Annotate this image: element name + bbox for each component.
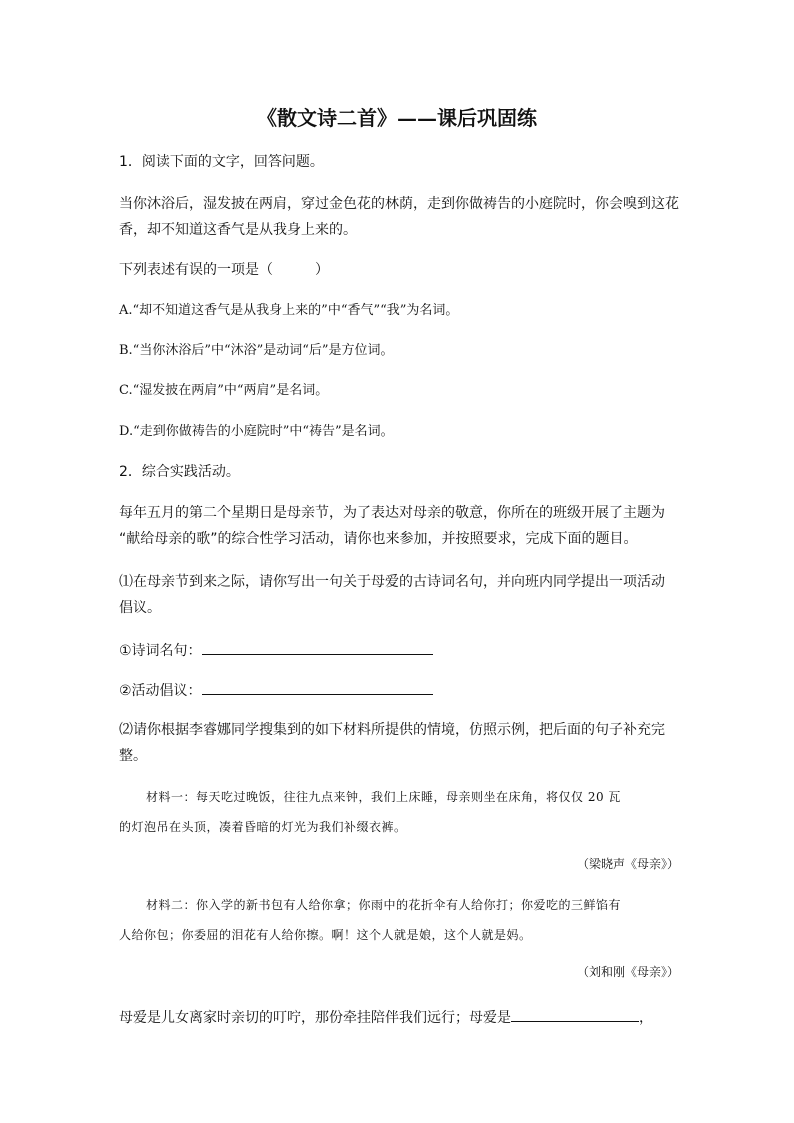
q2-intro-line-2: “献给母亲的歌”的综合性学习活动，请你也来参加，并按照要求，完成下面的题目。 [119, 531, 638, 547]
q2-blank-1-row [119, 640, 679, 661]
material-2-line-1: 材料二：你入学的新书包有人给你拿；你雨中的花折伞有人给你打；你爱吃的三鲜馅有 [146, 898, 622, 912]
q2-part1-line-1: ⑴在母亲节到来之际，请你写出一句关于母爱的古诗词名句，并向班内同学提出一项活动 [119, 574, 665, 590]
q2-blank-2-label: ②活动倡议： [119, 683, 202, 699]
page-title: 《散文诗二首》——课后巩固练 [257, 106, 537, 130]
q2-part1-line-2: 倡议。 [119, 600, 161, 616]
q1-option-d: D.“走到你做祷告的小庭院时”中“祷告”是名词。 [119, 424, 394, 439]
q2-blank-2-answer-line[interactable] [202, 680, 433, 695]
material-1-source: （梁晓声《母亲》） [576, 857, 679, 871]
q1-option-a: A.“却不知道这香气是从我身上来的”中“香气”“我”为名词。 [119, 303, 459, 318]
q2-intro-line-1: 每年五月的第二个星期日是母亲节，为了表达对母亲的敬意，你所在的班级开展了主题为 [119, 505, 665, 521]
q1-option-c: C.“湿发披在两肩”中“两肩”是名词。 [119, 383, 329, 398]
q2-blank-2-row [119, 680, 679, 701]
material-1-line-2: 的灯泡吊在头顶，凑着昏暗的灯光为我们补缀衣裤。 [119, 820, 407, 834]
q2-final-answer-line[interactable] [511, 1007, 639, 1022]
q1-option-b: B.“当你沐浴后”中“沐浴”是动词“后”是方位词。 [119, 343, 394, 358]
q2-final-sentence-prefix: 母爱是儿女离家时亲切的叮咛，那份牵挂陪伴我们远行；母爱是 [119, 1010, 511, 1026]
question-1-heading: 1．阅读下面的文字，回答问题。 [119, 154, 324, 170]
material-2-source: （刘和刚《母亲》） [576, 965, 679, 979]
q2-part2-line-1: ⑵请你根据李睿娜同学搜集到的如下材料所提供的情境，仿照示例，把后面的句子补充完 [119, 722, 665, 738]
q1-passage-line-2: 香，却不知道这香气是从我身上来的。 [119, 222, 357, 238]
q2-blank-1-label: ①诗词名句： [119, 643, 202, 659]
material-2-line-2: 人给你包；你委屈的泪花有人给你擦。啊！这个人就是娘，这个人就是妈。 [119, 928, 532, 942]
q1-passage-line-1: 当你沐浴后，湿发披在两肩，穿过金色花的林荫，走到你做祷告的小庭院时，你会嗅到这花 [119, 196, 679, 212]
q2-part2-line-2: 整。 [119, 748, 147, 764]
material-1-line-1: 材料一：每天吃过晚饭，往往九点来钟，我们上床睡，母亲则坐在床角，将仅仅 20 瓦 [146, 790, 621, 804]
q2-blank-1-answer-line[interactable] [202, 640, 433, 655]
q1-stem: 下列表述有误的一项是（ ） [119, 262, 329, 278]
q2-final-sentence [119, 1007, 679, 1028]
q2-final-sentence-suffix: ， [639, 1010, 653, 1026]
question-2-heading: 2．综合实践活动。 [119, 464, 240, 480]
